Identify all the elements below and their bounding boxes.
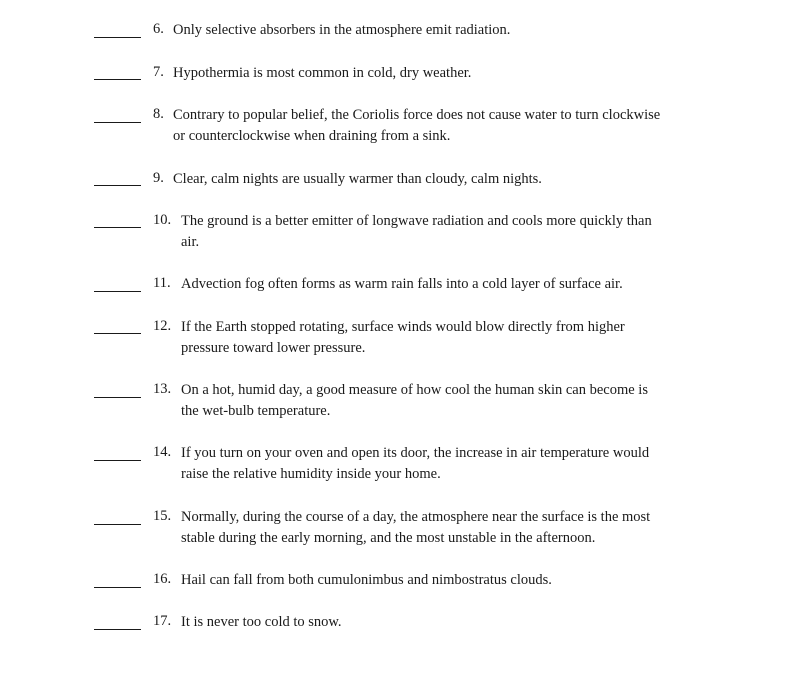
question-text: The ground is a better emitter of longwave radiation and cools more quickly than (181, 213, 652, 229)
answer-blank[interactable] (94, 587, 141, 588)
question-text: Advection fog often forms as warm rain falls into a cold layer of surface air. (181, 276, 623, 292)
answer-blank[interactable] (94, 185, 141, 186)
question-text: On a hot, humid day, a good measure of how cool the human skin can become is (181, 382, 648, 398)
question-text: It is never too cold to snow. (181, 614, 342, 630)
answer-blank[interactable] (94, 397, 141, 398)
question-number: 11. (153, 275, 171, 291)
question-number: 9. (153, 170, 164, 186)
answer-blank[interactable] (94, 524, 141, 525)
question-number: 14. (153, 444, 172, 460)
answer-blank[interactable] (94, 629, 141, 630)
answer-blank[interactable] (94, 460, 141, 461)
question-text: Only selective absorbers in the atmosphere emit radiation. (173, 22, 511, 38)
question-text: Hail can fall from both cumulonimbus and nimbostratus clouds. (181, 572, 552, 588)
question-text: If you turn on your oven and open its door, the increase in air temperature would (181, 445, 650, 461)
question-text: If the Earth stopped rotating, surface winds would blow directly from higher (181, 319, 625, 335)
answer-blank[interactable] (94, 227, 141, 228)
question-number: 16. (153, 571, 172, 587)
question-number: 7. (153, 64, 164, 80)
question-text: Clear, calm nights are usually warmer than cloudy, calm nights. (173, 171, 542, 187)
question-text: Hypothermia is most common in cold, dry weather. (173, 65, 472, 81)
question-text-continued: pressure toward lower pressure. (181, 340, 366, 356)
answer-blank[interactable] (94, 122, 141, 123)
question-text-continued: the wet-bulb temperature. (181, 403, 331, 419)
question-number: 17. (153, 613, 172, 629)
question-number: 8. (153, 106, 164, 122)
question-text-continued: or counterclockwise when draining from a sink. (173, 128, 451, 144)
answer-blank[interactable] (94, 291, 141, 292)
question-text: Normally, during the course of a day, the atmosphere near the surface is the most (181, 509, 651, 525)
question-text-continued: raise the relative humidity inside your home. (181, 466, 441, 482)
question-number: 10. (153, 212, 172, 228)
question-text-continued: stable during the early morning, and the most unstable in the afternoon. (181, 530, 596, 546)
question-number: 15. (153, 508, 172, 524)
question-text-continued: air. (181, 234, 200, 250)
question-number: 13. (153, 381, 172, 397)
question-text: Contrary to popular belief, the Coriolis force does not cause water to turn clockwise (173, 107, 661, 123)
answer-blank[interactable] (94, 79, 141, 80)
question-number: 12. (153, 318, 172, 334)
answer-blank[interactable] (94, 333, 141, 334)
answer-blank[interactable] (94, 37, 141, 38)
question-number: 6. (153, 21, 164, 37)
